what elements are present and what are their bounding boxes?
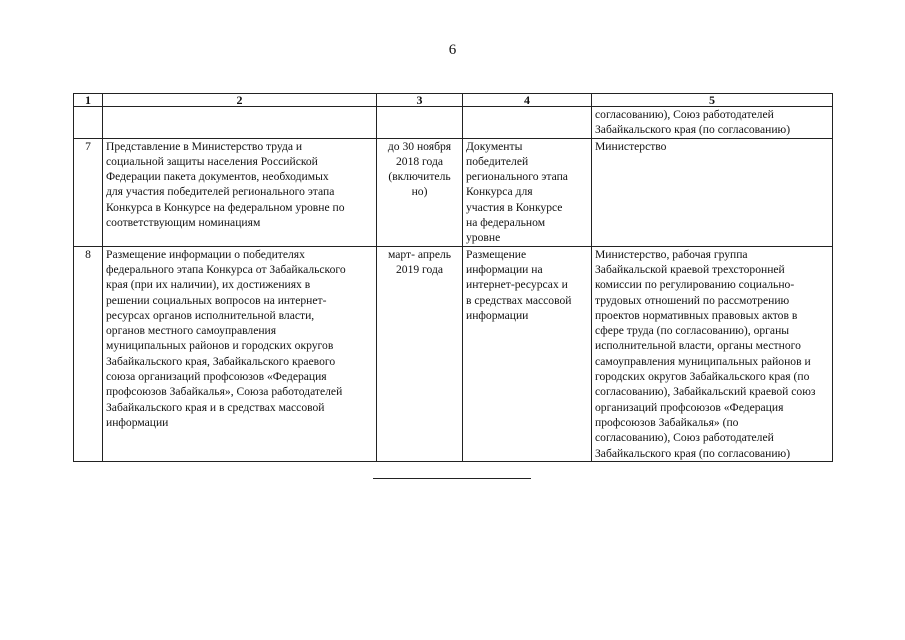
column-header-2: 2	[103, 94, 377, 107]
deadline-cell	[377, 107, 463, 139]
responsible-cell: Министерство	[592, 138, 833, 246]
column-header-4: 4	[463, 94, 592, 107]
page-number: 6	[448, 42, 457, 58]
end-divider-line	[373, 478, 531, 479]
table-row	[74, 107, 833, 139]
action-cell	[103, 107, 377, 139]
action-cell: Размещение информации о победителях федерального этапа Конкурса от Забайкальского края (при их наличии), их достижениях в решении социальных вопросов на интернет- ресурсах органов исполнительной власти, органов местного самоуправления муниципальных районов и городских округов Забайкальского края, Забайкальского краевого союза организаций профсоюзов «Федерация профсоюзов Забайкалья», Союза работодателей Забайкальского края и в средствах массовой информации	[103, 246, 377, 461]
column-header-3: 3	[377, 94, 463, 107]
action-cell: Представление в Министерство труда и социальной защиты населения Российской Федерации пакета документов, необходимых для участия победителей регионального этапа Конкурса в Конкурсе на федеральном уровне по соответствующим номинациям	[103, 138, 377, 246]
column-header-1: 1	[74, 94, 103, 107]
responsible-cell: согласованию), Союз работодателей Забайкальского края (по согласованию)	[592, 107, 833, 139]
row-number	[74, 107, 103, 139]
result-cell: Документы победителей регионального этапа Конкурса для участия в Конкурсе на федеральном уровне	[463, 138, 592, 246]
row-number: 7	[74, 138, 103, 246]
table-row	[74, 138, 833, 246]
deadline-cell: март- апрель 2019 года	[377, 246, 463, 461]
action-plan-table	[73, 93, 833, 462]
table-row	[74, 246, 833, 461]
table-header-row	[74, 94, 833, 107]
column-header-5: 5	[592, 94, 833, 107]
row-number: 8	[74, 246, 103, 461]
result-cell: Размещение информации на интернет-ресурсах и в средствах массовой информации	[463, 246, 592, 461]
result-cell	[463, 107, 592, 139]
deadline-cell: до 30 ноября 2018 года (включитель но)	[377, 138, 463, 246]
responsible-cell: Министерство, рабочая группа Забайкальской краевой трехсторонней комиссии по регулированию социально- трудовых отношений по рассмотрению проектов нормативных правовых актов в сфере труда (по согласованию), органы исполнительной власти, органы местного самоуправления муниципальных районов и городских округов Забайкальского края (по согласованию), Забайкальский краевой союз организаций профсоюзов «Федерация профсоюзов Забайкалья» (по согласованию), Союз работодателей Забайкальского края (по согласованию)	[592, 246, 833, 461]
